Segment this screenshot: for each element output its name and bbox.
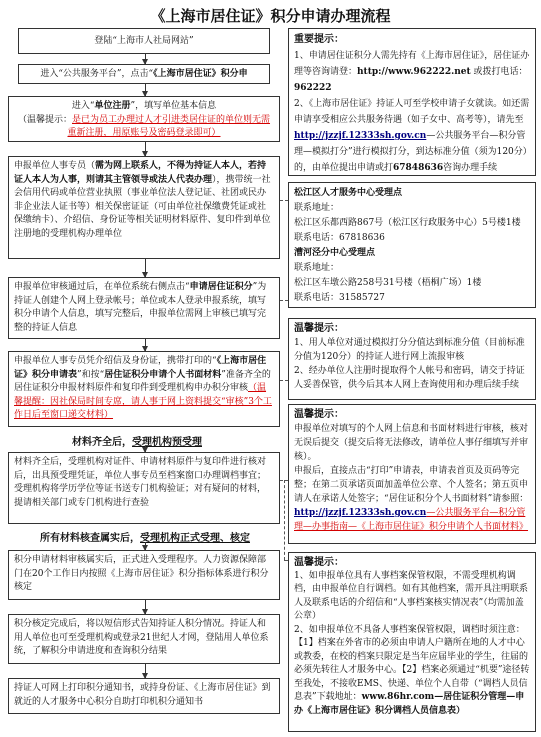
- connector-2: [280, 300, 288, 301]
- arrow-2: [145, 84, 146, 96]
- connector-5: [284, 480, 285, 560]
- address-info: 松江区人才服务中心受理点 联系地址： 松江区乐都西路867号（松江区行政服务中心）5号楼1楼 联系电话：67818636 漕河泾分中心受理点 联系地址： 松江区车墩公路258号31号楼（梧桐广场）1楼 联系电话：31585727: [288, 182, 536, 308]
- step-submit-materials: 申报单位人事专员凭介绍信及身份证，携带打印的“《上海市居住证》积分申请表”和按“居住证积分申请个人书面材料”准备齐全的居住证积分申报材料原件和复印件到受理机构申办积分审核（温馨提醒：因社保局时间专席，请人事于网上资料提交“审核”3个工作日后至窗口递交材料）: [8, 351, 280, 427]
- tip-archives: 温馨提示： 1、如申报单位具有人事档案保管权限，不需受理机构调档，由申报单位自行调档。如有其他档案，需开具注明联系人及联系电话的介绍信和“人事档案核实情况表”（均需加盖公章） 2、如申报单位不具备人事档案保管权限，调档时须注意： 【1】档案在外省市的必须由申请人户籍所在地的人才中心或教委，在校的档案只限定是当年应届毕业的学生，往届的必须先转往人才服务中心。【2】档案必须通过“机要”途径转至我处，不接收EMS、快递、单位个人自带（“调档人员信息表”下载地址：www.86hr.com—居住证积分管理—申办《上海市居住证》积分调档人员信息表）: [288, 552, 536, 732]
- step-register: 进入“单位注册”，填写单位基本信息 （温馨提示：是已为员工办理过人才引进类居住证的单位则无需重新注册，用原账号及密码登录即可）: [8, 96, 280, 142]
- step-pre-accept: 材料齐全后，受理机构对证件、申请材料原件与复印件进行核对后，出具预受理凭证，单位人事专员至档案窗口办理调档事宜；受理机构将学历学位等证书送专门机构验证；对有疑问的材料，提请相关部门或专门机构进行查验: [8, 452, 280, 524]
- step-login: 登陆“上海市人社局网站”: [18, 28, 270, 54]
- step-score-review: 积分申请材料审核属实后，正式进入受理程序。人力资源保障部门在20个工作日内按照《上海市居住证》积分指标体系进行积分核定: [8, 550, 280, 600]
- tip-account: 温馨提示： 1、用人单位对通过模拟打分分值达到标准分值（目前标准分值为120分）的持证人进行网上流报审核 2、经办单位人注册时提取得个人帐号和密码，请交于持证人妥善保管，供今后其本人网上查询使用和办理后续手续: [288, 318, 536, 400]
- arrow-4: [145, 259, 146, 277]
- step-create-account: 申报单位审核通过后，在单位系统右侧点击“申请居住证积分”为持证人创建个人网上登录帐号；单位或本人登录申报系统，填写积分申请个人信息，填写完整后，申报单位需网上审核已填写完整的持证人信息: [8, 277, 280, 339]
- important-notice: 重要提示： 1、申请居住证积分人需先持有《上海市居住证》，居住证办理等咨询请登：http://www.962222.net 或拨打电话：962222 2、《上海市居住证》持证人可至学校申请子女就读。如还需申请享受相应公共服务待遇（如子女中、高考等），请先至http://jzzjf.12333sh.gov.cn—公共服务平台—积分管理—模拟打分”进行模拟打分，到达标准分值（须为120分）的，由单位提出申请或打67848636咨询办理手续: [288, 28, 536, 176]
- arrow-9: [145, 664, 146, 678]
- connector-3: [280, 380, 288, 381]
- arrow-8: [145, 600, 146, 614]
- page-title: 《上海市居住证》积分申请办理流程: [150, 7, 391, 25]
- stage-pre-accept: 材料齐全后，受理机构预受理: [72, 437, 202, 448]
- step-score-notify: 积分核定完成后，将以短信形式告知持证人积分情况。持证人和用人单位也可至受理机构或登录21世纪人才网，登陆用人单位系统，了解积分申请进度和查询积分结果: [8, 614, 280, 664]
- step-print-notice: 持证人可网上打印积分通知书，或持身份证、《上海市居住证》到就近的人才服务中心积分自助打印机积分通知书: [8, 678, 280, 714]
- step-enter-platform: 进入“公共服务平台”，点击“《上海市居住证》积分申: [18, 64, 270, 84]
- step-hr-submit: 申报单位人事专员（需为网上联系人，不得为持证人本人，若持证人本人为人事，则请其主管领导或法人代表办理），携带统一社会信用代码或单位营业执照（事业单位法人登记证、社团或民办非企业法人证书等）相关保密证证（可由单位社保缴费凭证或社保缴纳卡）、介绍信、身份证等相关证明材料原件、复印件到单位注册地的受理机构办理单位: [8, 156, 280, 259]
- arrow-3: [145, 142, 146, 156]
- connector-1: [280, 200, 288, 201]
- stage-formal-accept: 所有材料核查属实后，受理机构正式受理、核定: [40, 533, 250, 544]
- arrow-1: [145, 54, 146, 64]
- arrow-7: [145, 542, 146, 550]
- tip-materials: 温馨提示： 申报单位对填写的个人网上信息和书面材料进行审核，核对无误后提交（提交后将无法修改，请单位人事仔细填写并审核）。 申报后，直接点击“打印”申请表，申请表首页及页码等完整；在第二页承诺页面加盖单位公章、个人签名；第五页申请人在承诺人处签字；“居住证积分个人书面材料”请参照：http://jzzjf.12333sh.gov.cn—公共服务平台—积分管理—办事指南—《上海市居住证》积分申请个人书面材料》: [288, 404, 536, 544]
- arrow-5: [145, 339, 146, 351]
